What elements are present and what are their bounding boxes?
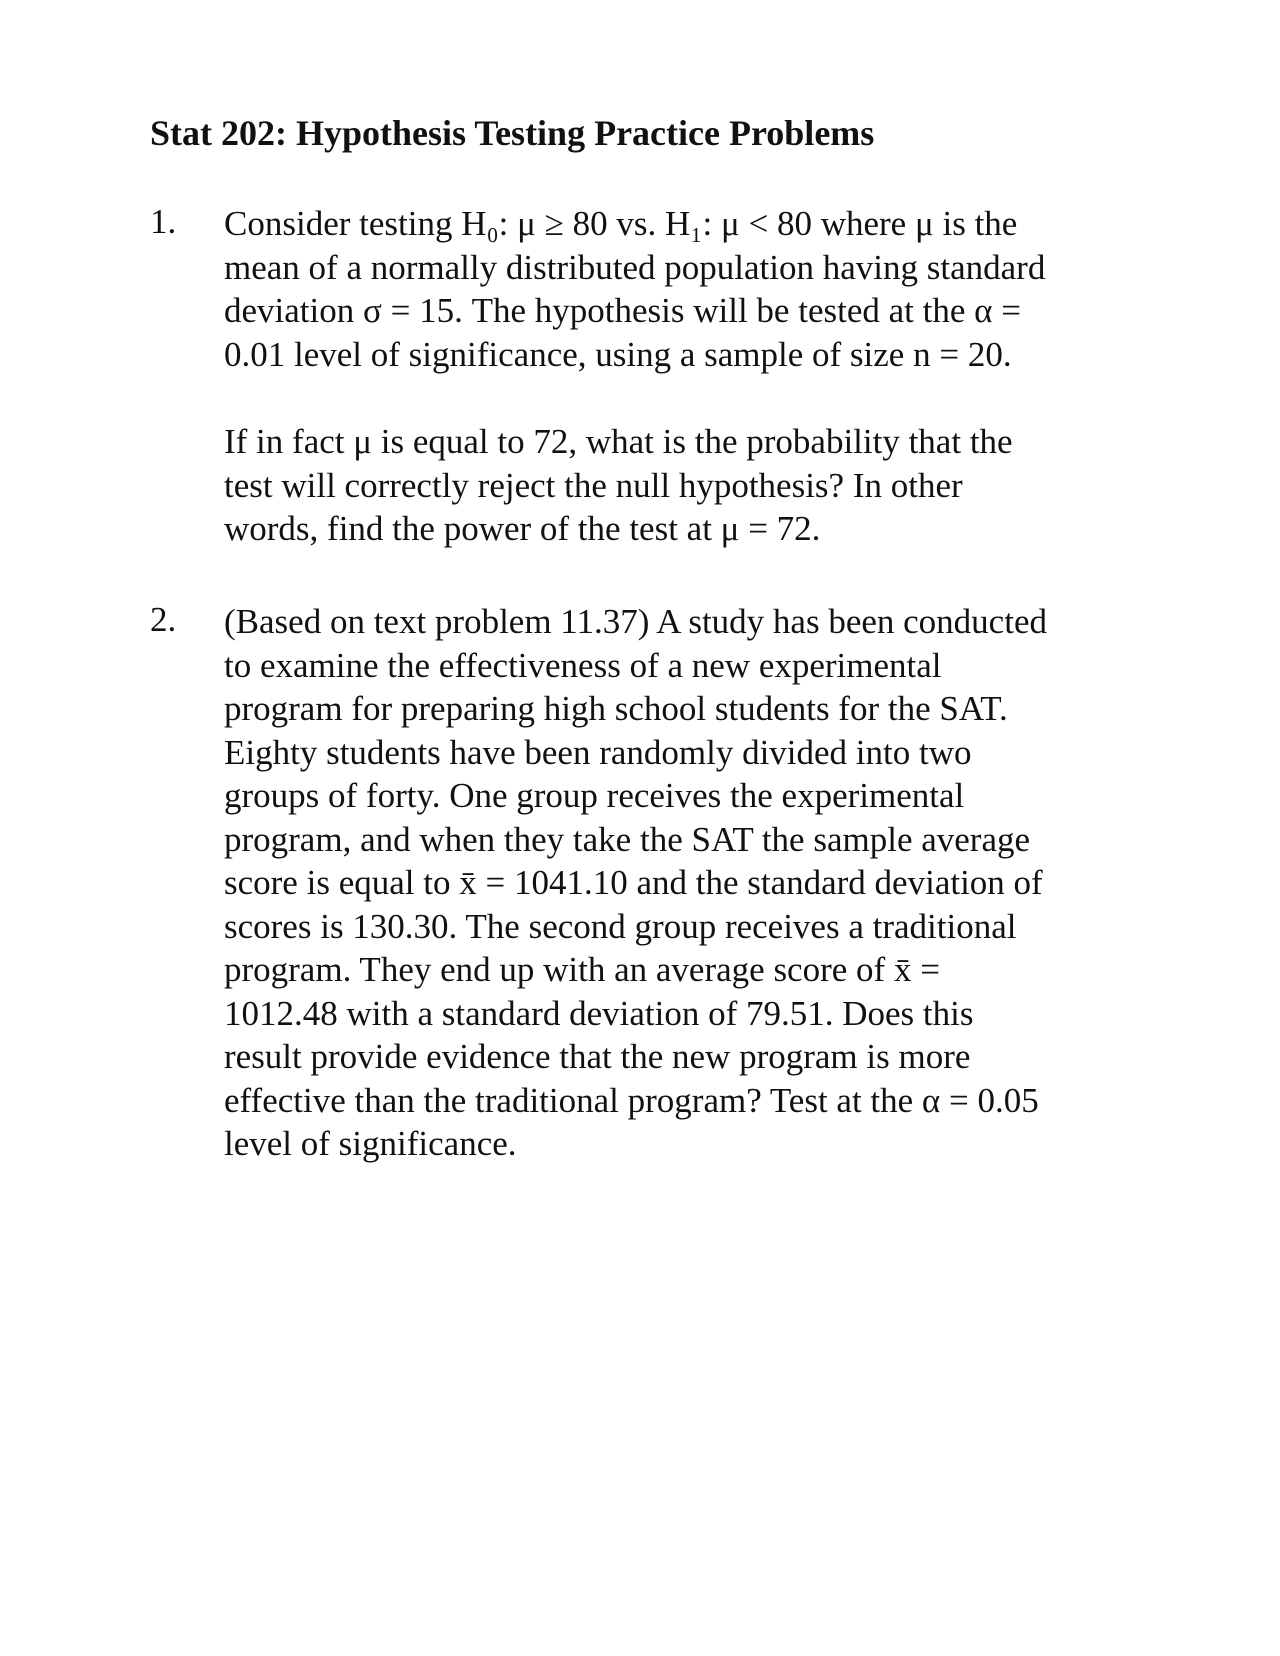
problem-line: program for preparing high school students for the SAT. bbox=[224, 689, 1008, 728]
problem-line: (Based on text problem 11.37) A study has been conducted bbox=[224, 602, 1047, 641]
problem-line: to examine the effectiveness of a new experimental bbox=[224, 645, 942, 685]
problem-line: If in fact μ is equal to 72, what is the probability that the bbox=[224, 422, 1013, 461]
problem-line: program, and when they take the SAT the sample average bbox=[224, 819, 1031, 859]
problem-line: program. They end up with an average score of x̄ = bbox=[224, 950, 940, 989]
problem-line: Eighty students have been randomly divided into two bbox=[224, 732, 972, 772]
document-title: Stat 202: Hypothesis Testing Practice Problems bbox=[150, 113, 875, 153]
problem-line: mean of a normally distributed population having standard bbox=[224, 247, 1046, 287]
problem-body bbox=[224, 202, 1144, 551]
problem-line: Consider testing H₀: μ ≥ 80 vs. H₁: μ < 80 where μ is the bbox=[224, 204, 1018, 243]
problem-body bbox=[224, 600, 1144, 1166]
problem-line: level of significance. bbox=[224, 1124, 517, 1163]
problem-line: groups of forty. One group receives the experimental bbox=[224, 776, 965, 815]
problem-line: 0.01 level of significance, using a sample of size n = 20. bbox=[224, 334, 1012, 374]
problem-number: 1. bbox=[150, 202, 177, 241]
paragraph-gap bbox=[224, 376, 1144, 420]
problem-line: scores is 130.30. The second group receives a traditional bbox=[224, 906, 1017, 946]
problem-line: deviation σ = 15. The hypothesis will be tested at the α = bbox=[224, 291, 1021, 330]
problem-number: 2. bbox=[150, 600, 177, 639]
problem-line: test will correctly reject the null hypothesis? In other bbox=[224, 465, 963, 505]
problem-line: score is equal to x̄ = 1041.10 and the standard deviation of bbox=[224, 863, 1043, 902]
problem-line: result provide evidence that the new program is more bbox=[224, 1037, 971, 1076]
problem-line: effective than the traditional program? Test at the α = 0.05 bbox=[224, 1080, 1039, 1120]
problem-line: 1012.48 with a standard deviation of 79.51. Does this bbox=[224, 993, 974, 1033]
problem-line: words, find the power of the test at μ = 72. bbox=[224, 509, 821, 548]
